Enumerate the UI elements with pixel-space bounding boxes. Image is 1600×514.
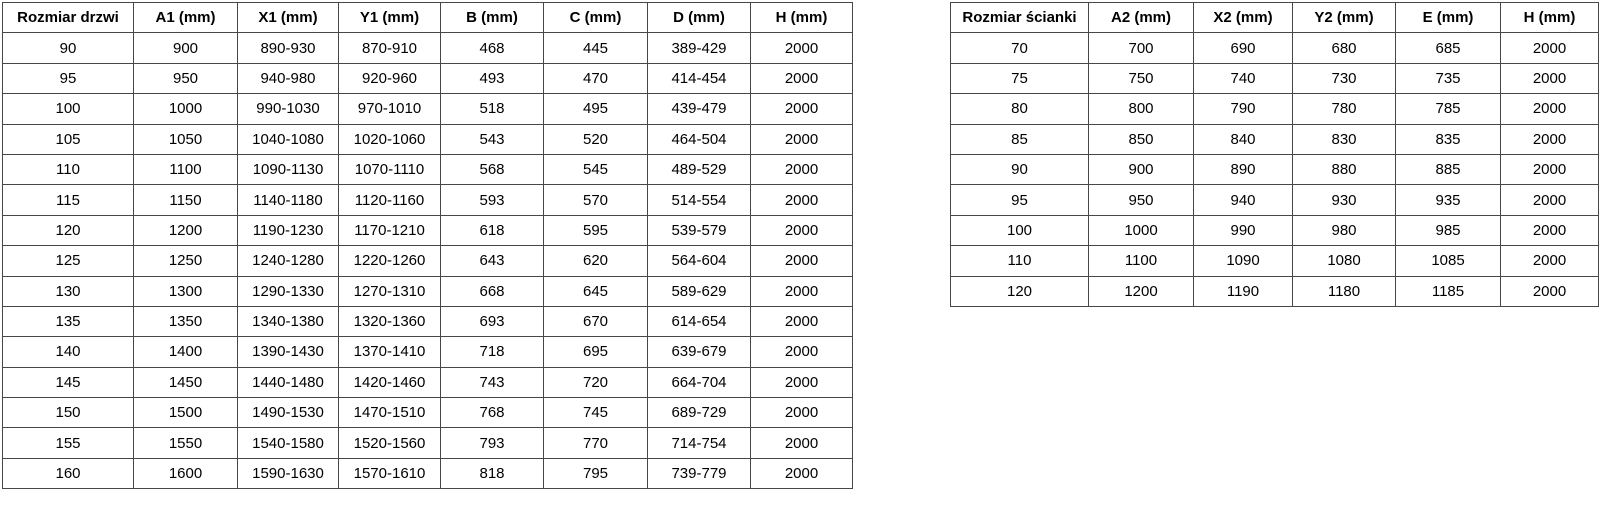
table-cell: 110: [3, 154, 134, 184]
table-row: [951, 185, 1599, 215]
table-cell: 1400: [134, 337, 238, 367]
table-row: [951, 276, 1599, 306]
table-cell: 1300: [134, 276, 238, 306]
table-cell: 2000: [751, 33, 853, 63]
table-cell: 1200: [1089, 276, 1194, 306]
wall-size-table: [950, 2, 1599, 307]
table-cell: 1520-1560: [339, 428, 441, 458]
table-cell: 2000: [1501, 124, 1599, 154]
column-header: Rozmiar ścianki: [951, 3, 1089, 33]
table-cell: 105: [3, 124, 134, 154]
column-header: Rozmiar drzwi: [3, 3, 134, 33]
table-cell: 570: [544, 185, 648, 215]
table-cell: 90: [3, 33, 134, 63]
table-cell: 1000: [134, 94, 238, 124]
table-cell: 1220-1260: [339, 246, 441, 276]
table-cell: 520: [544, 124, 648, 154]
table-cell: 740: [1194, 63, 1293, 93]
table-row: [3, 154, 853, 184]
table-cell: 1440-1480: [238, 367, 339, 397]
table-cell: 2000: [1501, 33, 1599, 63]
table-cell: 689-729: [648, 398, 751, 428]
table-cell: 2000: [1501, 185, 1599, 215]
table-cell: 2000: [1501, 63, 1599, 93]
table-row: [3, 246, 853, 276]
table-cell: 80: [951, 94, 1089, 124]
table-cell: 468: [441, 33, 544, 63]
table-cell: 70: [951, 33, 1089, 63]
table-cell: 935: [1396, 185, 1501, 215]
table-cell: 414-454: [648, 63, 751, 93]
table-cell: 120: [951, 276, 1089, 306]
table-cell: 990-1030: [238, 94, 339, 124]
table-cell: 818: [441, 458, 544, 488]
table-row: [3, 367, 853, 397]
table-cell: 745: [544, 398, 648, 428]
table-cell: 595: [544, 215, 648, 245]
table-cell: 2000: [751, 94, 853, 124]
table-cell: 900: [1089, 154, 1194, 184]
table-cell: 100: [3, 94, 134, 124]
table-cell: 1490-1530: [238, 398, 339, 428]
table-cell: 614-654: [648, 306, 751, 336]
table-cell: 970-1010: [339, 94, 441, 124]
table-cell: 620: [544, 246, 648, 276]
table-cell: 770: [544, 428, 648, 458]
column-header: C (mm): [544, 3, 648, 33]
table-cell: 1320-1360: [339, 306, 441, 336]
table-cell: 2000: [751, 276, 853, 306]
table-cell: 439-479: [648, 94, 751, 124]
table-cell: 155: [3, 428, 134, 458]
table-cell: 890-930: [238, 33, 339, 63]
table-row: [3, 215, 853, 245]
table-cell: 514-554: [648, 185, 751, 215]
table-cell: 1590-1630: [238, 458, 339, 488]
table-row: [3, 337, 853, 367]
table-cell: 2000: [751, 428, 853, 458]
table-row: [951, 124, 1599, 154]
table-cell: 1085: [1396, 246, 1501, 276]
table-cell: 1100: [1089, 246, 1194, 276]
table-cell: 1450: [134, 367, 238, 397]
table-cell: 870-910: [339, 33, 441, 63]
table-cell: 1140-1180: [238, 185, 339, 215]
table-cell: 593: [441, 185, 544, 215]
table-cell: 1390-1430: [238, 337, 339, 367]
table-cell: 495: [544, 94, 648, 124]
table-cell: 1150: [134, 185, 238, 215]
column-header: H (mm): [1501, 3, 1599, 33]
table-cell: 1340-1380: [238, 306, 339, 336]
table-cell: 800: [1089, 94, 1194, 124]
table-cell: 750: [1089, 63, 1194, 93]
table-cell: 2000: [751, 215, 853, 245]
table-cell: 1540-1580: [238, 428, 339, 458]
table-cell: 890: [1194, 154, 1293, 184]
table-row: [3, 94, 853, 124]
column-header: D (mm): [648, 3, 751, 33]
table-cell: 1250: [134, 246, 238, 276]
table-cell: 1100: [134, 154, 238, 184]
table-cell: 2000: [751, 337, 853, 367]
table-cell: 95: [3, 63, 134, 93]
table-row: [951, 94, 1599, 124]
table-cell: 493: [441, 63, 544, 93]
table-cell: 1190-1230: [238, 215, 339, 245]
table-cell: 680: [1293, 33, 1396, 63]
table-cell: 1180: [1293, 276, 1396, 306]
table-cell: 1000: [1089, 215, 1194, 245]
table-cell: 693: [441, 306, 544, 336]
table-row: [3, 458, 853, 488]
table-cell: 1370-1410: [339, 337, 441, 367]
column-header: A1 (mm): [134, 3, 238, 33]
table-row: [3, 124, 853, 154]
table-cell: 940-980: [238, 63, 339, 93]
table-cell: 1500: [134, 398, 238, 428]
table-cell: 639-679: [648, 337, 751, 367]
table-cell: 518: [441, 94, 544, 124]
table-cell: 785: [1396, 94, 1501, 124]
table-row: [951, 246, 1599, 276]
table-cell: 125: [3, 246, 134, 276]
table-cell: 140: [3, 337, 134, 367]
table-cell: 980: [1293, 215, 1396, 245]
table-cell: 2000: [751, 124, 853, 154]
table-row: [951, 154, 1599, 184]
table-cell: 568: [441, 154, 544, 184]
table-cell: 618: [441, 215, 544, 245]
table-cell: 850: [1089, 124, 1194, 154]
table-cell: 1470-1510: [339, 398, 441, 428]
table-cell: 1290-1330: [238, 276, 339, 306]
table-row: [3, 63, 853, 93]
table-cell: 730: [1293, 63, 1396, 93]
table-cell: 120: [3, 215, 134, 245]
table-cell: 75: [951, 63, 1089, 93]
table-cell: 700: [1089, 33, 1194, 63]
table-row: [951, 33, 1599, 63]
table-cell: 990: [1194, 215, 1293, 245]
table-cell: 150: [3, 398, 134, 428]
table-cell: 985: [1396, 215, 1501, 245]
table-cell: 1050: [134, 124, 238, 154]
column-header: X2 (mm): [1194, 3, 1293, 33]
table-cell: 2000: [751, 367, 853, 397]
table-cell: 695: [544, 337, 648, 367]
table-cell: 110: [951, 246, 1089, 276]
table-cell: 900: [134, 33, 238, 63]
table-cell: 85: [951, 124, 1089, 154]
table-cell: 2000: [1501, 215, 1599, 245]
table-cell: 1185: [1396, 276, 1501, 306]
table-cell: 389-429: [648, 33, 751, 63]
table-cell: 1020-1060: [339, 124, 441, 154]
table-cell: 920-960: [339, 63, 441, 93]
table-cell: 668: [441, 276, 544, 306]
table-cell: 545: [544, 154, 648, 184]
table-cell: 664-704: [648, 367, 751, 397]
table-row: [3, 428, 853, 458]
table-cell: 1200: [134, 215, 238, 245]
table-cell: 1240-1280: [238, 246, 339, 276]
table-cell: 115: [3, 185, 134, 215]
table-cell: 2000: [751, 458, 853, 488]
table-cell: 685: [1396, 33, 1501, 63]
table-cell: 835: [1396, 124, 1501, 154]
table-cell: 780: [1293, 94, 1396, 124]
table-cell: 743: [441, 367, 544, 397]
table-cell: 1190: [1194, 276, 1293, 306]
door-size-table: [2, 2, 853, 489]
table-cell: 1270-1310: [339, 276, 441, 306]
table-cell: 768: [441, 398, 544, 428]
table-cell: 643: [441, 246, 544, 276]
table-cell: 145: [3, 367, 134, 397]
wall-table-header-row: [951, 3, 1599, 33]
table-cell: 718: [441, 337, 544, 367]
table-cell: 95: [951, 185, 1089, 215]
table-cell: 1550: [134, 428, 238, 458]
table-cell: 445: [544, 33, 648, 63]
table-cell: 589-629: [648, 276, 751, 306]
table-cell: 539-579: [648, 215, 751, 245]
table-row: [3, 185, 853, 215]
table-row: [3, 276, 853, 306]
table-cell: 1040-1080: [238, 124, 339, 154]
table-cell: 1420-1460: [339, 367, 441, 397]
table-cell: 739-779: [648, 458, 751, 488]
table-cell: 2000: [751, 185, 853, 215]
column-header: H (mm): [751, 3, 853, 33]
table-row: [3, 306, 853, 336]
table-cell: 489-529: [648, 154, 751, 184]
table-cell: 1080: [1293, 246, 1396, 276]
table-cell: 2000: [1501, 94, 1599, 124]
table-cell: 1350: [134, 306, 238, 336]
table-row: [951, 63, 1599, 93]
table-cell: 2000: [751, 154, 853, 184]
table-cell: 2000: [1501, 246, 1599, 276]
table-cell: 720: [544, 367, 648, 397]
table-cell: 1570-1610: [339, 458, 441, 488]
table-cell: 135: [3, 306, 134, 336]
table-cell: 793: [441, 428, 544, 458]
table-cell: 940: [1194, 185, 1293, 215]
table-cell: 950: [1089, 185, 1194, 215]
table-cell: 2000: [751, 246, 853, 276]
column-header: Y1 (mm): [339, 3, 441, 33]
table-cell: 880: [1293, 154, 1396, 184]
table-cell: 1090: [1194, 246, 1293, 276]
table-cell: 2000: [1501, 276, 1599, 306]
table-cell: 2000: [751, 398, 853, 428]
table-cell: 950: [134, 63, 238, 93]
table-cell: 1090-1130: [238, 154, 339, 184]
table-cell: 2000: [751, 63, 853, 93]
table-cell: 1170-1210: [339, 215, 441, 245]
door-table-header-row: [3, 3, 853, 33]
column-header: A2 (mm): [1089, 3, 1194, 33]
table-cell: 1070-1110: [339, 154, 441, 184]
table-cell: 690: [1194, 33, 1293, 63]
table-cell: 790: [1194, 94, 1293, 124]
column-header: E (mm): [1396, 3, 1501, 33]
table-cell: 735: [1396, 63, 1501, 93]
table-cell: 564-604: [648, 246, 751, 276]
table-cell: 670: [544, 306, 648, 336]
table-row: [3, 398, 853, 428]
column-header: Y2 (mm): [1293, 3, 1396, 33]
table-cell: 830: [1293, 124, 1396, 154]
table-cell: 714-754: [648, 428, 751, 458]
table-cell: 2000: [751, 306, 853, 336]
table-cell: 2000: [1501, 154, 1599, 184]
table-cell: 840: [1194, 124, 1293, 154]
table-cell: 160: [3, 458, 134, 488]
table-row: [951, 215, 1599, 245]
table-cell: 1120-1160: [339, 185, 441, 215]
table-cell: 645: [544, 276, 648, 306]
column-header: B (mm): [441, 3, 544, 33]
table-cell: 930: [1293, 185, 1396, 215]
table-row: [3, 33, 853, 63]
table-cell: 795: [544, 458, 648, 488]
table-cell: 543: [441, 124, 544, 154]
table-cell: 1600: [134, 458, 238, 488]
table-cell: 90: [951, 154, 1089, 184]
table-cell: 470: [544, 63, 648, 93]
table-cell: 885: [1396, 154, 1501, 184]
table-cell: 464-504: [648, 124, 751, 154]
table-cell: 130: [3, 276, 134, 306]
column-header: X1 (mm): [238, 3, 339, 33]
table-cell: 100: [951, 215, 1089, 245]
